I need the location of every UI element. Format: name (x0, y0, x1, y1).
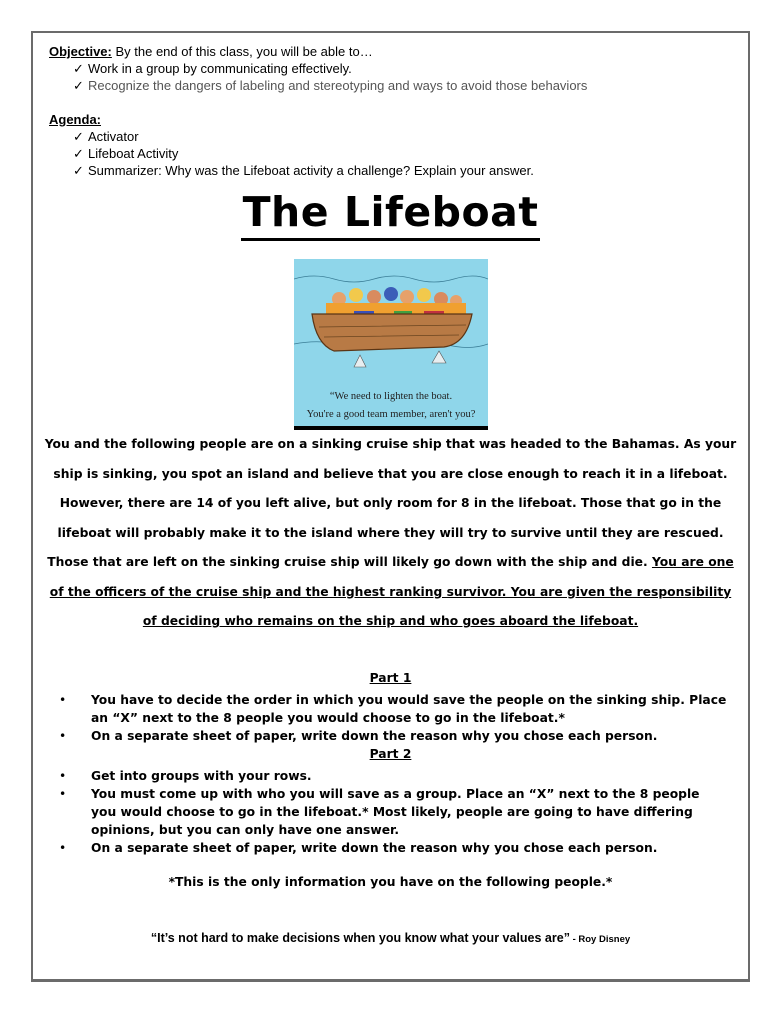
part1-list (59, 691, 728, 745)
list-item: ✓ Work in a group by communicating effectively. (73, 61, 352, 76)
quote (33, 929, 748, 949)
objective-intro: By the end of this class, you will be able to… (111, 44, 373, 59)
list-item: ✓ Recognize the dangers of labeling and stereotyping and ways to avoid those behaviors (73, 78, 588, 93)
bullet-icon: • (59, 768, 67, 783)
quote-text: “It’s not hard to make decisions when you know what your values are” (150, 930, 570, 945)
list-item: • On a separate sheet of paper, write down the reason why you chose each person. (59, 728, 658, 743)
checkmark-icon: ✓ (73, 129, 84, 144)
list-item: • You must come up with who you will save as a group. Place an “X” next to the 8 people you would choose to go in the lifeboat.* Most likely, people are going to have differing opinions, but you can only have one answer. (59, 786, 700, 837)
information-note: *This is the only information you have on the following people.* (168, 874, 613, 889)
objective-label: Objective: (49, 44, 112, 59)
bullet-icon: • (59, 786, 67, 801)
cartoon-figure (294, 259, 488, 430)
checkmark-icon: ✓ (73, 146, 84, 161)
list-item: • You have to decide the order in which you would save the people on the sinking ship. Place an “X” next to the 8 people you would choose to go in the lifeboat.* (59, 692, 727, 725)
bullet-icon: • (59, 728, 67, 743)
part2-list (59, 767, 728, 857)
agenda-label: Agenda: (49, 112, 101, 127)
list-item: ✓ Activator (73, 129, 139, 144)
checkmark-icon: ✓ (73, 163, 84, 178)
list-item: • On a separate sheet of paper, write down the reason why you chose each person. (59, 840, 658, 855)
part1-heading: Part 1 (369, 670, 412, 685)
list-item: ✓ Lifeboat Activity (73, 146, 179, 161)
agenda-section (49, 111, 748, 179)
list-item: ✓ Summarizer: Why was the Lifeboat activity a challenge? Explain your answer. (73, 163, 534, 178)
objective-section (49, 43, 748, 94)
intro-paragraph: You and the following people are on a sinking cruise ship that was headed to the Bahamas. As your ship is sinking, you spot an island and believe that you are close enough to reach it in a lifeboat. However, there are 14 of you left alive, but only room for 8 in the lifeboat. Those that go in the lifeboat will probably make it to the island where they will try to survive until they are rescued. Those that are left on the sinking cruise ship will likely go down with the ship and die. You are one of the officers of the cruise ship and the highest ranking survivor. You are given the responsibility of deciding who remains on the ship and who goes aboard the lifeboat. (44, 437, 737, 628)
bullet-icon: • (59, 692, 67, 707)
worksheet-page (31, 31, 750, 982)
checkmark-icon: ✓ (73, 78, 84, 93)
cartoon-caption-2: You're a good team member, aren't you? (306, 409, 475, 420)
bullet-icon: • (59, 840, 67, 855)
cartoon-caption-1: “We need to lighten the boat. (329, 391, 452, 402)
list-item: • Get into groups with your rows. (59, 768, 312, 783)
quote-author: - Roy Disney (569, 933, 631, 945)
lifeboat-cartoon-image (294, 259, 488, 426)
objective-list (49, 60, 748, 94)
agenda-list (49, 128, 748, 179)
officer-responsibility-text: You are one of the officers of the cruise ship and the highest ranking survivor. You are given the responsibility of deciding who remains on the ship and who goes aboard the lifeboat. (49, 555, 734, 628)
part2-heading: Part 2 (369, 746, 412, 761)
page-title: The Lifeboat (33, 187, 748, 249)
checkmark-icon: ✓ (73, 61, 84, 76)
